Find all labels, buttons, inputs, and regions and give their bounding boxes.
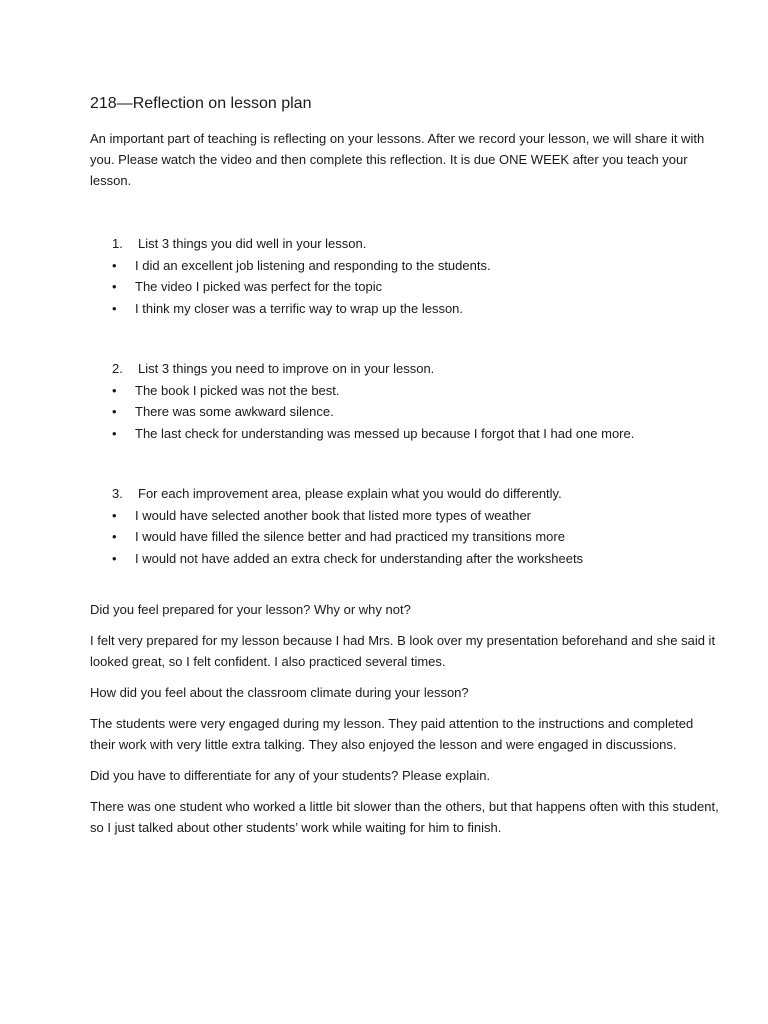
document-title: 218—Reflection on lesson plan bbox=[90, 95, 312, 112]
list-item-text: I would not have added an extra check for understanding after the worksheets bbox=[135, 550, 584, 566]
question-prepared: Did you feel prepared for your lesson? Why or why not? bbox=[90, 602, 411, 617]
list-item-text: The video I picked was perfect for the topic bbox=[135, 279, 383, 294]
list-item bbox=[90, 423, 720, 445]
section-number: 3. bbox=[112, 486, 123, 501]
list-item-text: I think my closer was a terrific way to wrap up the lesson. bbox=[135, 300, 464, 316]
section-heading bbox=[90, 483, 720, 505]
list-item bbox=[90, 548, 720, 570]
section-heading bbox=[90, 233, 720, 255]
section-number: 1. bbox=[112, 236, 123, 251]
list-item-text: The last check for understanding was messed up because I forgot that I had one more. bbox=[135, 425, 635, 441]
section-did-well bbox=[90, 233, 720, 319]
list-item bbox=[90, 526, 720, 548]
bullet-list bbox=[90, 380, 720, 445]
section-heading-text: List 3 things you need to improve on in your lesson. bbox=[138, 361, 435, 376]
list-item bbox=[90, 298, 720, 320]
answer-climate: The students were very engaged during my lesson. They paid attention to the instructions and completed their work with very little extra talking. They also enjoyed the lesson and were engaged in discussions. bbox=[90, 716, 694, 752]
qa-block bbox=[90, 599, 720, 838]
bullet-list bbox=[90, 255, 720, 320]
section-differently bbox=[90, 483, 720, 569]
section-heading bbox=[90, 358, 720, 380]
bullet-list bbox=[90, 505, 720, 570]
section-improve bbox=[90, 358, 720, 444]
list-item bbox=[90, 505, 720, 527]
answer-differentiate: There was one student who worked a little bit slower than the others, but that happens often with this student, so I just talked about other students’ work while waiting for him to finish. bbox=[90, 799, 719, 835]
list-item bbox=[90, 380, 720, 402]
bullet-icon: • bbox=[112, 529, 117, 544]
list-item bbox=[90, 276, 720, 298]
list-item-text: There was some awkward silence. bbox=[135, 404, 334, 419]
section-heading-text: List 3 things you did well in your lesson. bbox=[138, 236, 367, 251]
list-item bbox=[90, 255, 720, 277]
bullet-icon: • bbox=[112, 257, 117, 273]
bullet-icon: • bbox=[112, 382, 117, 398]
list-item-text: I would have filled the silence better and had practiced my transitions more bbox=[135, 529, 565, 544]
bullet-icon: • bbox=[112, 550, 117, 566]
list-item-text: I would have selected another book that listed more types of weather bbox=[135, 507, 532, 523]
bullet-icon: • bbox=[112, 279, 117, 294]
bullet-icon: • bbox=[112, 300, 117, 316]
bullet-icon: • bbox=[112, 507, 117, 523]
section-number: 2. bbox=[112, 361, 123, 376]
section-heading-text: For each improvement area, please explain what you would do differently. bbox=[138, 486, 562, 501]
bullet-icon: • bbox=[112, 404, 117, 419]
bullet-icon: • bbox=[112, 425, 117, 441]
document-page bbox=[90, 94, 720, 848]
answer-prepared: I felt very prepared for my lesson because I had Mrs. B look over my presentation beforehand and she said it looked great, so I felt confident. I also practiced several times. bbox=[90, 633, 716, 669]
intro-paragraph: An important part of teaching is reflecting on your lessons. After we record your lesson, we will share it with you. Please watch the video and then complete this reflection. It is due ONE WEEK after you teach your lesson. bbox=[90, 131, 705, 188]
question-climate: How did you feel about the classroom climate during your lesson? bbox=[90, 685, 469, 700]
question-differentiate: Did you have to differentiate for any of your students? Please explain. bbox=[90, 768, 491, 783]
list-item-text: I did an excellent job listening and responding to the students. bbox=[135, 257, 491, 273]
list-item bbox=[90, 401, 720, 423]
list-item-text: The book I picked was not the best. bbox=[135, 382, 340, 398]
